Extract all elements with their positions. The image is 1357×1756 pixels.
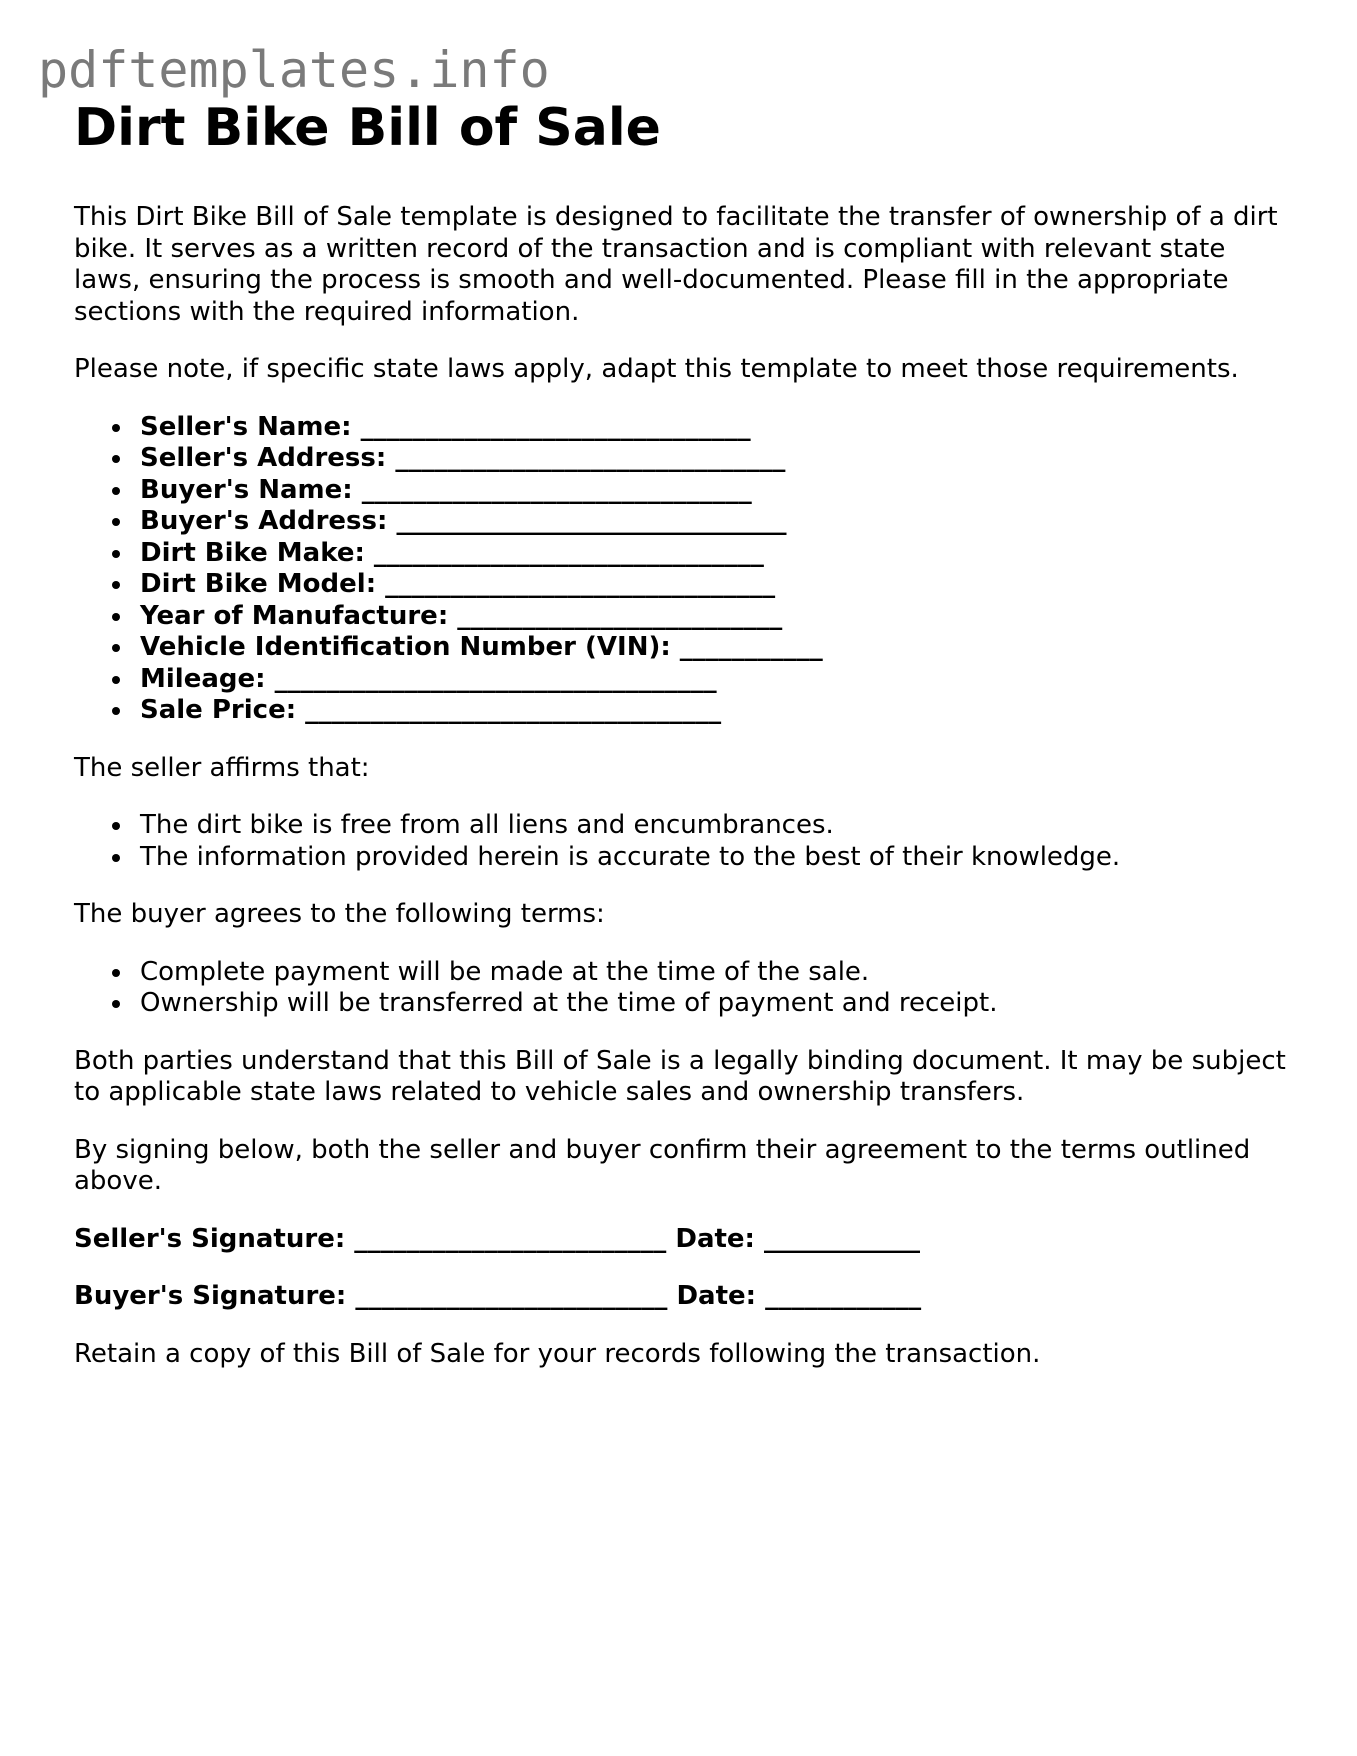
field-label: Dirt Bike Model: [140, 569, 377, 599]
document-page [74, 90, 1294, 1370]
list-item: The dirt bike is free from all liens and encumbrances. [140, 810, 1294, 842]
field-label: Seller's Address: [140, 443, 387, 473]
seller-affirms-heading: The seller affirms that: [74, 752, 370, 783]
field-mileage [140, 664, 1294, 696]
field-label: Year of Manufacture: [140, 600, 449, 631]
field-year-of-manufacture [140, 601, 1294, 633]
fill-blank[interactable]: __________________________________ [274, 663, 717, 694]
date-label: Date: [676, 1281, 757, 1311]
seller-affirmations-list [74, 810, 1294, 873]
buyer-agrees-heading: The buyer agrees to the following terms: [74, 899, 605, 929]
signature-blank[interactable]: ________________________ [354, 1223, 667, 1254]
field-label: Buyer's Address: [140, 506, 388, 536]
state-law-note: Please note, if specific state laws apply, adapt this template to meet those requirements. [74, 354, 1239, 384]
field-label: Seller's Name: [140, 411, 352, 442]
fill-blank[interactable]: ______________________________ [360, 411, 751, 442]
intro-paragraph: This Dirt Bike Bill of Sale template is designed to facilitate the transfer of ownership of a dirt bike. It serves as a written record of the transaction and is compliant with relevant state laws, ensuring the process is smooth and well-documented. Please fill in the appropriate sections with the required information. [74, 202, 1278, 327]
signature-label: Buyer's Signature: [74, 1281, 347, 1311]
field-label: Mileage: [140, 663, 266, 694]
list-item: Complete payment will be made at the time of the sale. [140, 957, 1294, 989]
signature-blank[interactable]: ________________________ [355, 1281, 668, 1311]
field-label: Vehicle Identification Number (VIN): [140, 632, 671, 662]
field-sellers-address [140, 443, 1294, 475]
date-blank[interactable]: ____________ [765, 1281, 922, 1311]
field-buyers-name [140, 475, 1294, 507]
seller-signature-line [74, 1224, 1294, 1256]
fields-list [74, 412, 1294, 727]
fill-blank[interactable]: ______________________________ [396, 506, 787, 536]
fill-blank[interactable]: ______________________________ [361, 474, 752, 505]
field-label: Buyer's Name: [140, 474, 353, 505]
field-dirt-bike-model [140, 569, 1294, 601]
signing-paragraph: By signing below, both the seller and buyer confirm their agreement to the terms outlined above. [74, 1134, 1251, 1196]
list-item: Ownership will be transferred at the time of payment and receipt. [140, 988, 1294, 1020]
fill-blank[interactable]: ______________________________ [395, 443, 786, 473]
field-buyers-address [140, 506, 1294, 538]
field-label: Dirt Bike Make: [140, 537, 365, 568]
fill-blank[interactable]: ________________________________ [305, 695, 722, 725]
field-label: Sale Price: [140, 695, 297, 725]
fill-blank[interactable]: ______________________________ [385, 569, 776, 599]
field-sellers-name [140, 412, 1294, 444]
date-label: Date: [675, 1223, 755, 1254]
watermark: pdftemplates.info [38, 41, 550, 99]
document-title: Dirt Bike Bill of Sale [74, 98, 661, 158]
date-blank[interactable]: ____________ [764, 1223, 921, 1254]
buyer-terms-list [74, 957, 1294, 1020]
list-item: The information provided herein is accurate to the best of their knowledge. [140, 842, 1294, 874]
retain-copy-note: Retain a copy of this Bill of Sale for your records following the transaction. [74, 1338, 1041, 1369]
fill-blank[interactable]: _________________________ [457, 600, 783, 631]
field-sale-price [140, 695, 1294, 727]
buyer-signature-line [74, 1281, 1294, 1313]
field-dirt-bike-make [140, 538, 1294, 570]
signature-label: Seller's Signature: [74, 1223, 346, 1254]
binding-paragraph: Both parties understand that this Bill of Sale is a legally binding document. It may be subject to applicable state laws related to vehicle sales and ownership transfers. [74, 1045, 1286, 1107]
fill-blank[interactable]: ______________________________ [373, 537, 764, 568]
field-vin [140, 632, 1294, 664]
fill-blank[interactable]: ___________ [679, 632, 823, 662]
